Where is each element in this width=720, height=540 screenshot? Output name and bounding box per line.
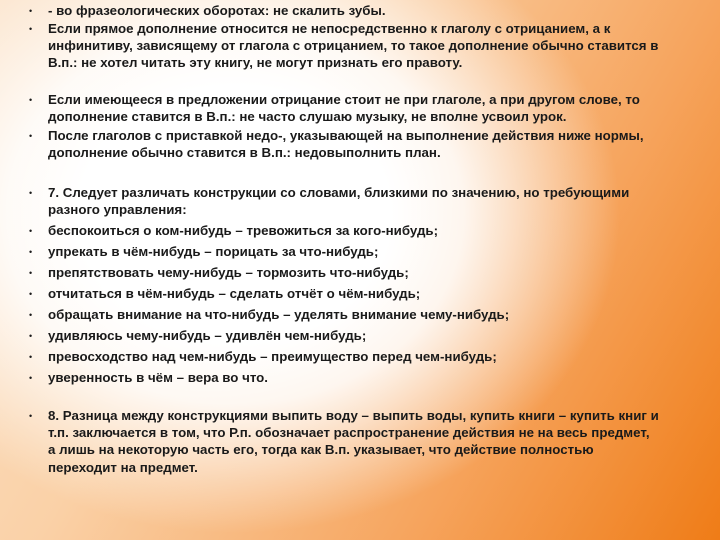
- bullet-marker: •: [29, 6, 33, 16]
- bullet-text: [48, 285, 704, 302]
- bullet-marker: •: [29, 95, 33, 105]
- text-line: 8. Разница между конструкциями выпить воду – выпить воды, купить книги – купить книг и: [48, 408, 659, 423]
- text-line: - во фразеологических оборотах: не скалить зубы.: [48, 3, 386, 18]
- text-line: обращать внимание на что-нибудь – уделять внимание чему-нибудь;: [48, 307, 510, 322]
- bullet-marker: •: [29, 188, 33, 198]
- bullet-text: [48, 243, 704, 260]
- bullet-text: [48, 127, 704, 161]
- text-line: 7. Следует различать конструкции со словами, близкими по значению, но требующими: [48, 185, 630, 200]
- bullet-text: [48, 184, 704, 218]
- bullet-text: [48, 407, 704, 476]
- bullet-marker: •: [29, 268, 33, 278]
- text-line: удивляюсь чему-нибудь – удивлён чем-нибудь;: [48, 328, 367, 343]
- text-line: В.п.: не хотел читать эту книгу, не могут признать его правоту.: [48, 55, 463, 71]
- text-line: отчитаться в чём-нибудь – сделать отчёт о чём-нибудь;: [48, 286, 421, 301]
- bullet-marker: •: [29, 352, 33, 362]
- bullet-marker: •: [29, 24, 33, 34]
- bullet-text: [48, 306, 704, 323]
- bullet-text: [48, 348, 704, 365]
- bullet-text: [48, 264, 704, 281]
- text-line: препятствовать чему-нибудь – тормозить что-нибудь;: [48, 265, 409, 280]
- bullet-text: [48, 222, 704, 239]
- text-line: беспокоиться о ком-нибудь – тревожиться за кого-нибудь;: [48, 223, 439, 238]
- bullet-marker: •: [29, 247, 33, 257]
- text-line: дополнение обычно ставится в В.п.: недовыполнить план.: [48, 145, 441, 161]
- bullet-marker: •: [29, 373, 33, 383]
- bullet-text: [48, 91, 704, 125]
- bullet-text: [48, 327, 704, 344]
- bullet-text: [48, 369, 704, 386]
- bullet-marker: •: [29, 131, 33, 141]
- text-line: инфинитиву, зависящему от глагола с отрицанием, то такое дополнение обычно ставится в: [48, 38, 659, 54]
- text-line: дополнение ставится в В.п.: не часто слушаю музыку, не вполне усвоил урок.: [48, 109, 567, 125]
- text-line: переходит на предмет.: [48, 459, 198, 475]
- bullet-marker: •: [29, 411, 33, 421]
- text-line: а лишь на некоторую часть его, тогда как В.п. указывает, что действие полностью: [48, 442, 594, 458]
- bullet-marker: •: [29, 226, 33, 236]
- text-line: Если имеющееся в предложении отрицание стоит не при глаголе, а при другом слове, то: [48, 92, 640, 107]
- bullet-text: [48, 2, 704, 19]
- text-line: т.п. заключается в том, что Р.п. обозначает распространение действия не на весь предмет,: [48, 425, 650, 441]
- bullet-text: [48, 20, 704, 72]
- text-line: уверенность в чём – вера во что.: [48, 370, 268, 385]
- bullet-marker: •: [29, 289, 33, 299]
- bullet-marker: •: [29, 310, 33, 320]
- text-line: После глаголов с приставкой недо-, указывающей на выполнение действия ниже нормы,: [48, 128, 644, 143]
- text-line: превосходство над чем-нибудь – преимущество перед чем-нибудь;: [48, 349, 497, 364]
- text-line: упрекать в чём-нибудь – порицать за что-нибудь;: [48, 244, 379, 259]
- text-line: Если прямое дополнение относится не непосредственно к глаголу с отрицанием, а к: [48, 21, 611, 36]
- text-line: разного управления:: [48, 202, 187, 218]
- bullet-marker: •: [29, 331, 33, 341]
